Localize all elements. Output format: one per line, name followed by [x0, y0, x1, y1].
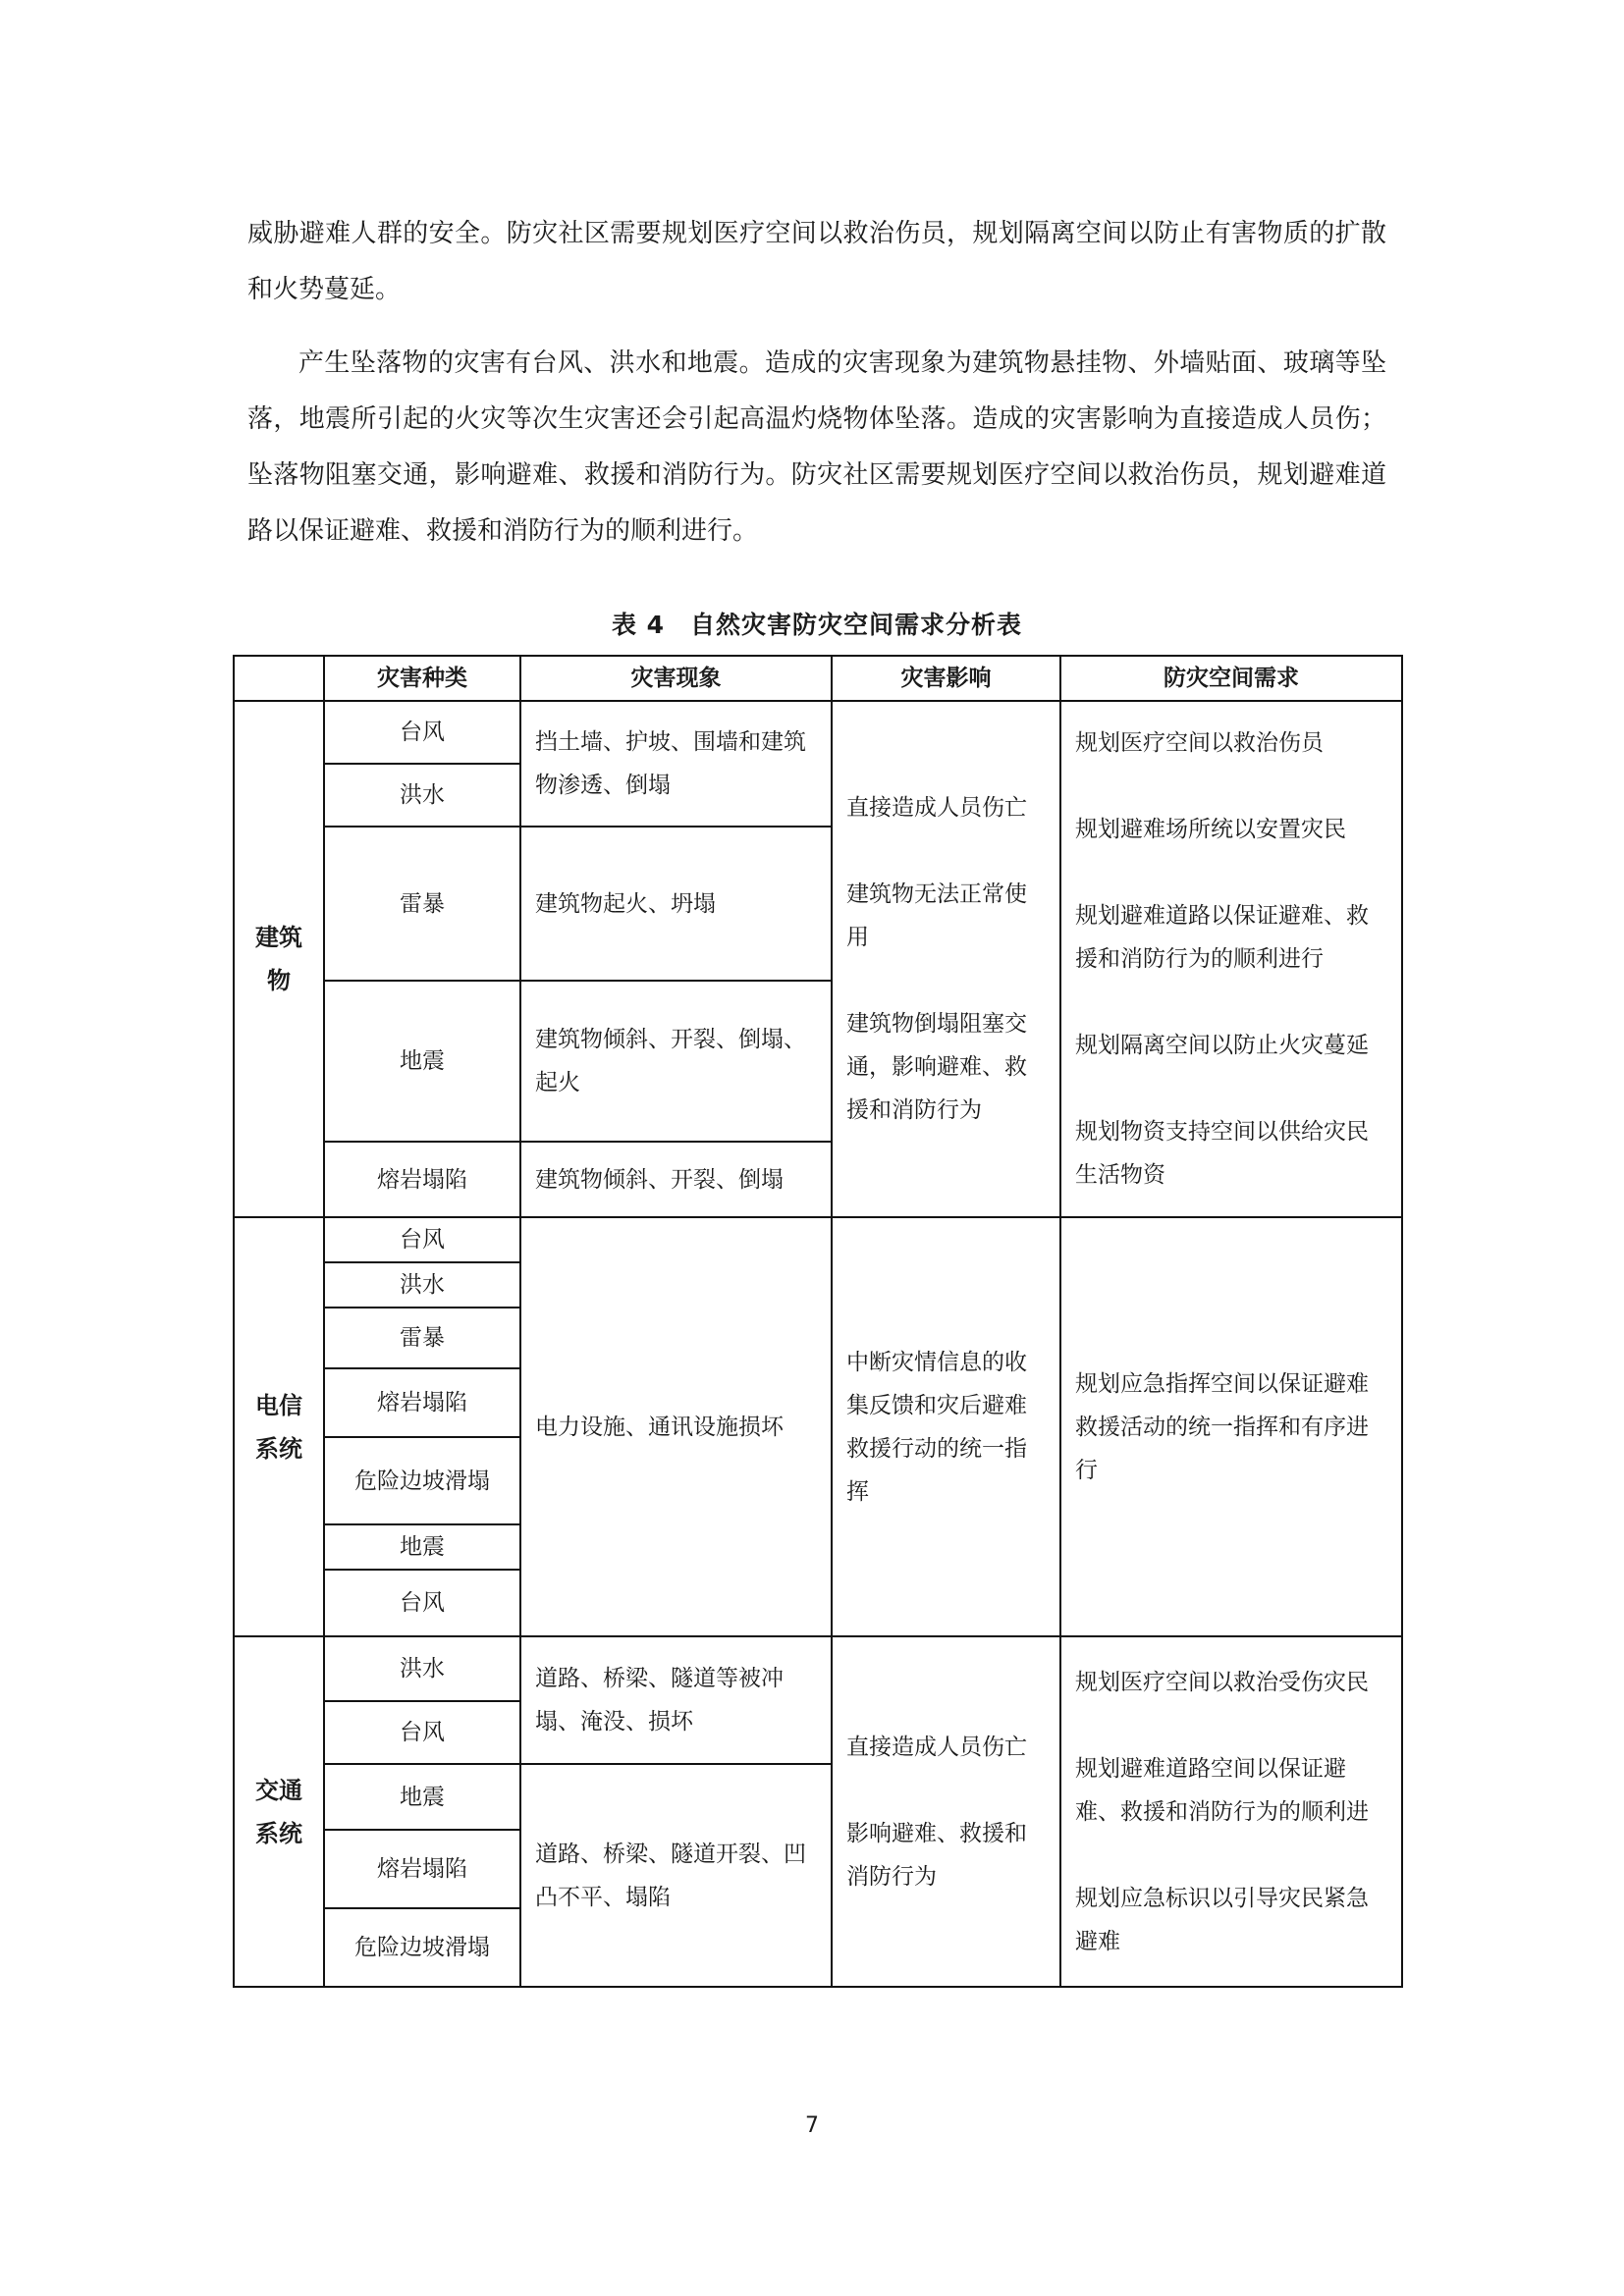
type-telecom: 电信系统 — [234, 1217, 324, 1636]
need-line: 规划隔离空间以防止火灾蔓延 — [1075, 1033, 1369, 1058]
disaster-cell: 熔岩塌陷 — [324, 1368, 520, 1437]
impact-line: 直接造成人员伤亡 — [846, 795, 1027, 821]
impact-line: 影响避难、救援和消防行为 — [846, 1820, 1027, 1890]
disaster-analysis-table — [233, 655, 1403, 1988]
disaster-cell: 台风 — [324, 1570, 520, 1636]
impact-line: 建筑物倒塌阻塞交通，影响避难、救援和消防行为 — [846, 1011, 1027, 1123]
need-line: 规划应急标识以引导灾民紧急避难 — [1075, 1885, 1369, 1954]
impact-line: 建筑物无法正常使用 — [846, 881, 1027, 950]
header-empty — [234, 656, 324, 701]
impact-cell — [832, 701, 1060, 1217]
table-row — [234, 1217, 1402, 1262]
disaster-cell: 台风 — [324, 1217, 520, 1262]
need-line: 规划避难场所统以安置灾民 — [1075, 817, 1346, 842]
disaster-cell: 洪水 — [324, 1636, 520, 1701]
disaster-cell: 危险边坡滑塌 — [324, 1437, 520, 1524]
disaster-cell: 台风 — [324, 1701, 520, 1764]
page-number: 7 — [805, 2113, 819, 2138]
disaster-cell: 地震 — [324, 1524, 520, 1570]
disaster-cell: 雷暴 — [324, 827, 520, 981]
table-caption: 表 4 自然灾害防灾空间需求分析表 — [611, 611, 1023, 639]
need-cell — [1060, 1636, 1402, 1987]
phenomenon-cell: 电力设施、通讯设施损坏 — [520, 1217, 832, 1636]
need-line: 规划避难道路以保证避难、救援和消防行为的顺利进行 — [1075, 903, 1369, 972]
disaster-cell: 洪水 — [324, 764, 520, 827]
disaster-cell: 熔岩塌陷 — [324, 1830, 520, 1908]
need-line: 规划医疗空间以救治受伤灾民 — [1075, 1669, 1369, 1695]
need-line: 规划避难道路空间以保证避难、救援和消防行为的顺利进 — [1075, 1755, 1369, 1825]
disaster-cell: 地震 — [324, 1764, 520, 1830]
disaster-cell: 地震 — [324, 981, 520, 1142]
table-header-row — [234, 656, 1402, 701]
header-impact: 灾害影响 — [832, 656, 1060, 701]
header-disaster-kind: 灾害种类 — [324, 656, 520, 701]
phenomenon-cell: 建筑物起火、坍塌 — [520, 827, 832, 981]
impact-cell — [832, 1636, 1060, 1987]
need-cell: 规划应急指挥空间以保证避难救援活动的统一指挥和有序进行 — [1060, 1217, 1402, 1636]
disaster-cell: 雷暴 — [324, 1308, 520, 1368]
body-paragraph-2: 产生坠落物的灾害有台风、洪水和地震。造成的灾害现象为建筑物悬挂物、外墙贴面、玻璃等坠落，地震所引起的火灾等次生灾害还会引起高温灼烧物体坠落。造成的灾害影响为直接造成人员伤；坠落物阻塞交通，影响避难、救援和消防行为。防灾社区需要规划医疗空间以救治伤员，规划避难道路以保证避难、救援和消防行为的顺利进行。 — [247, 348, 1386, 546]
header-phenomenon: 灾害现象 — [520, 656, 832, 701]
disaster-cell: 洪水 — [324, 1262, 520, 1308]
type-building: 建筑物 — [234, 701, 324, 1217]
body-paragraph-1: 威胁避难人群的安全。防灾社区需要规划医疗空间以救治伤员，规划隔离空间以防止有害物质的扩散和火势蔓延。 — [247, 219, 1386, 304]
phenomenon-cell: 建筑物倾斜、开裂、倒塌 — [520, 1142, 832, 1217]
disaster-cell: 熔岩塌陷 — [324, 1142, 520, 1217]
need-cell — [1060, 701, 1402, 1217]
table-row — [234, 701, 1402, 764]
phenomenon-cell: 道路、桥梁、隧道开裂、凹凸不平、塌陷 — [520, 1764, 832, 1987]
need-line: 规划医疗空间以救治伤员 — [1075, 730, 1324, 756]
type-transport: 交通系统 — [234, 1636, 324, 1987]
phenomenon-cell: 挡土墙、护坡、围墙和建筑物渗透、倒塌 — [520, 701, 832, 827]
need-line: 规划物资支持空间以供给灾民生活物资 — [1075, 1119, 1369, 1188]
impact-line: 直接造成人员伤亡 — [846, 1734, 1027, 1760]
phenomenon-cell: 建筑物倾斜、开裂、倒塌、起火 — [520, 981, 832, 1142]
disaster-cell: 危险边坡滑塌 — [324, 1908, 520, 1987]
impact-cell: 中断灾情信息的收集反馈和灾后避难救援行动的统一指挥 — [832, 1217, 1060, 1636]
header-space-need: 防灾空间需求 — [1060, 656, 1402, 701]
table-row — [234, 1636, 1402, 1701]
disaster-cell: 台风 — [324, 701, 520, 764]
phenomenon-cell: 道路、桥梁、隧道等被冲塌、淹没、损坏 — [520, 1636, 832, 1764]
